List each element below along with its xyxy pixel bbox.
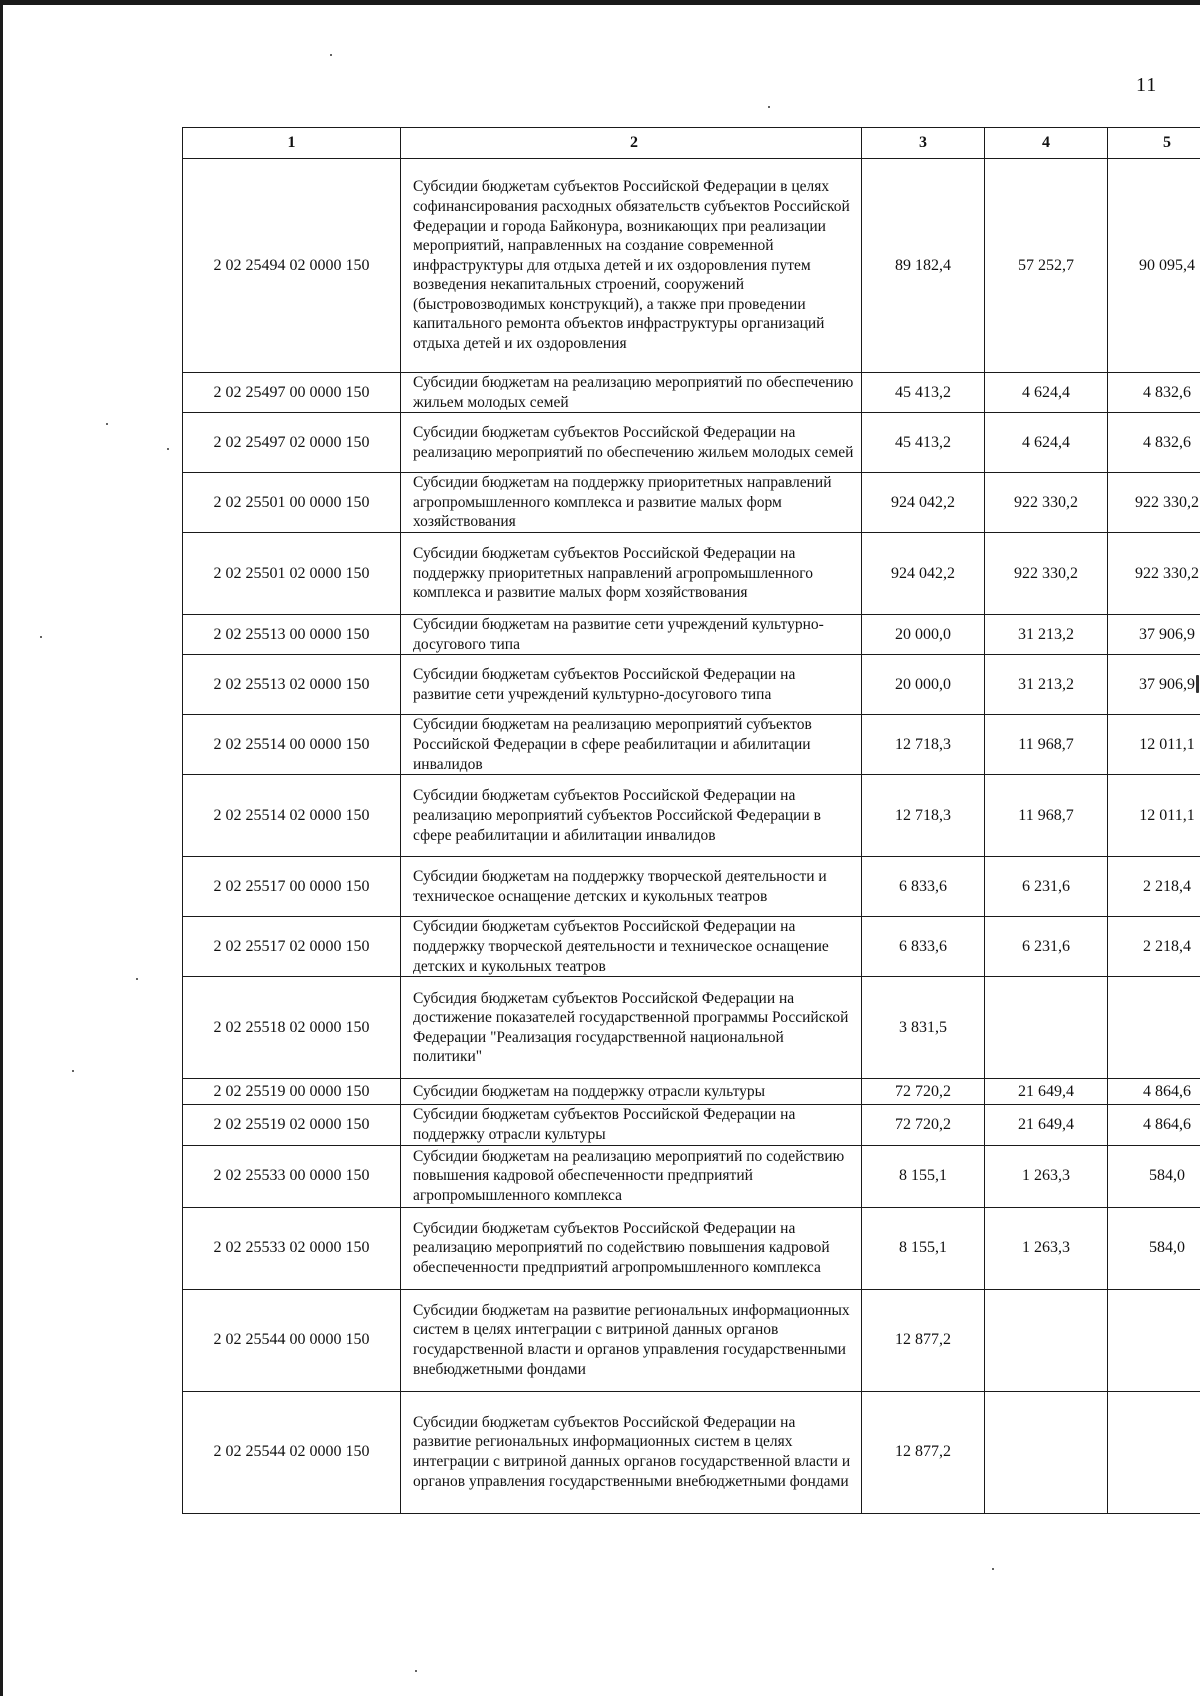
budget-description: Субсидии бюджетам субъектов Российской Федерации на реализацию мероприятий по содействию повышения кадровой обеспеченности предприятий агропромышленного комплекса	[401, 1207, 862, 1289]
table-row	[183, 473, 1200, 533]
budget-code: 2 02 25501 00 0000 150	[183, 473, 401, 533]
budget-code: 2 02 25497 02 0000 150	[183, 413, 401, 473]
value-col-3: 72 720,2	[862, 1105, 985, 1145]
value-col-4: 31 213,2	[985, 615, 1108, 655]
value-col-3: 89 182,4	[862, 159, 985, 373]
value-col-3: 20 000,0	[862, 615, 985, 655]
scan-speck	[40, 636, 42, 638]
budget-code: 2 02 25519 00 0000 150	[183, 1079, 401, 1105]
value-col-3: 6 833,6	[862, 917, 985, 977]
budget-description: Субсидии бюджетам на поддержку отрасли культуры	[401, 1079, 862, 1105]
value-col-4: 1 263,3	[985, 1207, 1108, 1289]
value-col-5: 4 832,6	[1108, 413, 1200, 473]
value-col-5: 90 095,4	[1108, 159, 1200, 373]
budget-table	[182, 127, 1200, 1514]
value-col-3: 6 833,6	[862, 857, 985, 917]
value-col-5: 922 330,2	[1108, 533, 1200, 615]
table-row	[183, 1105, 1200, 1145]
budget-code: 2 02 25544 00 0000 150	[183, 1289, 401, 1391]
value-col-4: 1 263,3	[985, 1145, 1108, 1207]
budget-description: Субсидии бюджетам на развитие региональных информационных систем в целях интеграции с витриной данных органов государственной власти и органов управления государственными внебюджетными фондами	[401, 1289, 862, 1391]
value-col-4	[985, 1289, 1108, 1391]
value-col-3: 20 000,0	[862, 655, 985, 715]
value-col-5: 37 906,9	[1108, 655, 1200, 715]
budget-code: 2 02 25501 02 0000 150	[183, 533, 401, 615]
budget-description: Субсидии бюджетам на реализацию мероприятий по обеспечению жильем молодых семей	[401, 373, 862, 413]
table-row	[183, 655, 1200, 715]
table-row	[183, 977, 1200, 1079]
value-col-3: 12 718,3	[862, 775, 985, 857]
value-col-5	[1108, 1289, 1200, 1391]
value-col-4: 4 624,4	[985, 373, 1108, 413]
header-col-5: 5	[1108, 128, 1200, 159]
value-col-4: 57 252,7	[985, 159, 1108, 373]
value-col-5: 584,0	[1108, 1145, 1200, 1207]
table-row	[183, 1079, 1200, 1105]
table-row	[183, 1207, 1200, 1289]
scan-speck	[768, 106, 770, 108]
value-col-4: 11 968,7	[985, 715, 1108, 775]
value-col-5: 4 864,6	[1108, 1105, 1200, 1145]
table-row	[183, 533, 1200, 615]
value-col-5: 37 906,9	[1108, 615, 1200, 655]
scan-border-left	[0, 0, 3, 1696]
value-col-4: 11 968,7	[985, 775, 1108, 857]
budget-description: Субсидии бюджетам субъектов Российской Федерации на реализацию мероприятий по обеспечению жильем молодых семей	[401, 413, 862, 473]
budget-description: Субсидии бюджетам субъектов Российской Федерации на поддержку творческой деятельности и техническое оснащение детских и кукольных театров	[401, 917, 862, 977]
table-row	[183, 159, 1200, 373]
table-row	[183, 1289, 1200, 1391]
table-row	[183, 715, 1200, 775]
value-col-3: 45 413,2	[862, 373, 985, 413]
value-col-4	[985, 1391, 1108, 1513]
value-col-3: 924 042,2	[862, 533, 985, 615]
value-col-5: 4 864,6	[1108, 1079, 1200, 1105]
budget-description: Субсидии бюджетам на поддержку творческой деятельности и техническое оснащение детских и кукольных театров	[401, 857, 862, 917]
page-number: 11	[1136, 74, 1158, 96]
budget-description: Субсидии бюджетам субъектов Российской Федерации на реализацию мероприятий субъектов Российской Федерации в сфере реабилитации и абилитации инвалидов	[401, 775, 862, 857]
value-col-5: 2 218,4	[1108, 917, 1200, 977]
header-col-3: 3	[862, 128, 985, 159]
budget-description: Субсидии бюджетам субъектов Российской Федерации на развитие региональных информационных систем в целях интеграции с витриной данных органов государственной власти и органов управления государственными внебюджетными фондами	[401, 1391, 862, 1513]
budget-code: 2 02 25514 00 0000 150	[183, 715, 401, 775]
value-col-4: 922 330,2	[985, 533, 1108, 615]
value-col-5: 584,0	[1108, 1207, 1200, 1289]
table-row	[183, 1391, 1200, 1513]
budget-code: 2 02 25494 02 0000 150	[183, 159, 401, 373]
value-col-3: 72 720,2	[862, 1079, 985, 1105]
value-col-3: 12 718,3	[862, 715, 985, 775]
value-col-4: 6 231,6	[985, 857, 1108, 917]
budget-description: Субсидии бюджетам субъектов Российской Федерации в целях софинансирования расходных обязательств субъектов Российской Федерации и города Байконура, возникающих при реализации мероприятий, направленных на создание современной инфраструктуры для отдыха детей и их оздоровления путем возведения некапитальных строений, сооружений (быстровозводимых конструкций), а также при проведении капитального ремонта объектов инфраструктуры организаций отдыха детей и их оздоровления	[401, 159, 862, 373]
value-col-5	[1108, 977, 1200, 1079]
budget-description: Субсидии бюджетам на развитие сети учреждений культурно-досугового типа	[401, 615, 862, 655]
value-col-4: 922 330,2	[985, 473, 1108, 533]
scan-speck	[72, 1070, 74, 1072]
scan-speck	[330, 54, 332, 56]
value-col-5: 12 011,1	[1108, 715, 1200, 775]
budget-description: Субсидии бюджетам субъектов Российской Федерации на развитие сети учреждений культурно-досугового типа	[401, 655, 862, 715]
budget-code: 2 02 25533 00 0000 150	[183, 1145, 401, 1207]
value-col-4: 21 649,4	[985, 1105, 1108, 1145]
budget-code: 2 02 25544 02 0000 150	[183, 1391, 401, 1513]
value-col-3: 12 877,2	[862, 1289, 985, 1391]
budget-code: 2 02 25519 02 0000 150	[183, 1105, 401, 1145]
value-col-4: 21 649,4	[985, 1079, 1108, 1105]
budget-description: Субсидия бюджетам субъектов Российской Федерации на достижение показателей государственной программы Российской Федерации "Реализация государственной национальной политики"	[401, 977, 862, 1079]
budget-code: 2 02 25513 02 0000 150	[183, 655, 401, 715]
budget-description: Субсидии бюджетам на реализацию мероприятий субъектов Российской Федерации в сфере реабилитации и абилитации инвалидов	[401, 715, 862, 775]
value-col-4: 31 213,2	[985, 655, 1108, 715]
table-row	[183, 1145, 1200, 1207]
budget-code: 2 02 25517 00 0000 150	[183, 857, 401, 917]
budget-code: 2 02 25517 02 0000 150	[183, 917, 401, 977]
value-col-3: 3 831,5	[862, 977, 985, 1079]
scan-border-top	[0, 0, 1200, 5]
value-col-3: 8 155,1	[862, 1145, 985, 1207]
header-col-1: 1	[183, 128, 401, 159]
budget-description: Субсидии бюджетам на реализацию мероприятий по содействию повышения кадровой обеспеченности предприятий агропромышленного комплекса	[401, 1145, 862, 1207]
scan-speck	[1196, 675, 1199, 693]
value-col-4	[985, 977, 1108, 1079]
scan-speck	[167, 448, 169, 450]
value-col-5: 922 330,2	[1108, 473, 1200, 533]
header-col-4: 4	[985, 128, 1108, 159]
table-row	[183, 373, 1200, 413]
budget-description: Субсидии бюджетам субъектов Российской Федерации на поддержку приоритетных направлений агропромышленного комплекса и развитие малых форм хозяйствования	[401, 533, 862, 615]
budget-code: 2 02 25533 02 0000 150	[183, 1207, 401, 1289]
value-col-4: 6 231,6	[985, 917, 1108, 977]
value-col-5: 4 832,6	[1108, 373, 1200, 413]
value-col-5: 12 011,1	[1108, 775, 1200, 857]
table-row	[183, 857, 1200, 917]
budget-code: 2 02 25514 02 0000 150	[183, 775, 401, 857]
scan-speck	[415, 1670, 417, 1672]
scan-speck	[992, 1568, 994, 1570]
scan-speck	[136, 978, 138, 980]
table-row	[183, 615, 1200, 655]
budget-code: 2 02 25513 00 0000 150	[183, 615, 401, 655]
header-col-2: 2	[401, 128, 862, 159]
budget-description: Субсидии бюджетам на поддержку приоритетных направлений агропромышленного комплекса и развитие малых форм хозяйствования	[401, 473, 862, 533]
value-col-5: 2 218,4	[1108, 857, 1200, 917]
table-row	[183, 413, 1200, 473]
table-header-row	[183, 128, 1200, 159]
table-row	[183, 775, 1200, 857]
table-row	[183, 917, 1200, 977]
value-col-3: 12 877,2	[862, 1391, 985, 1513]
value-col-3: 8 155,1	[862, 1207, 985, 1289]
value-col-5	[1108, 1391, 1200, 1513]
value-col-3: 924 042,2	[862, 473, 985, 533]
value-col-3: 45 413,2	[862, 413, 985, 473]
budget-description: Субсидии бюджетам субъектов Российской Федерации на поддержку отрасли культуры	[401, 1105, 862, 1145]
budget-code: 2 02 25497 00 0000 150	[183, 373, 401, 413]
value-col-4: 4 624,4	[985, 413, 1108, 473]
budget-code: 2 02 25518 02 0000 150	[183, 977, 401, 1079]
scan-speck	[106, 423, 108, 425]
